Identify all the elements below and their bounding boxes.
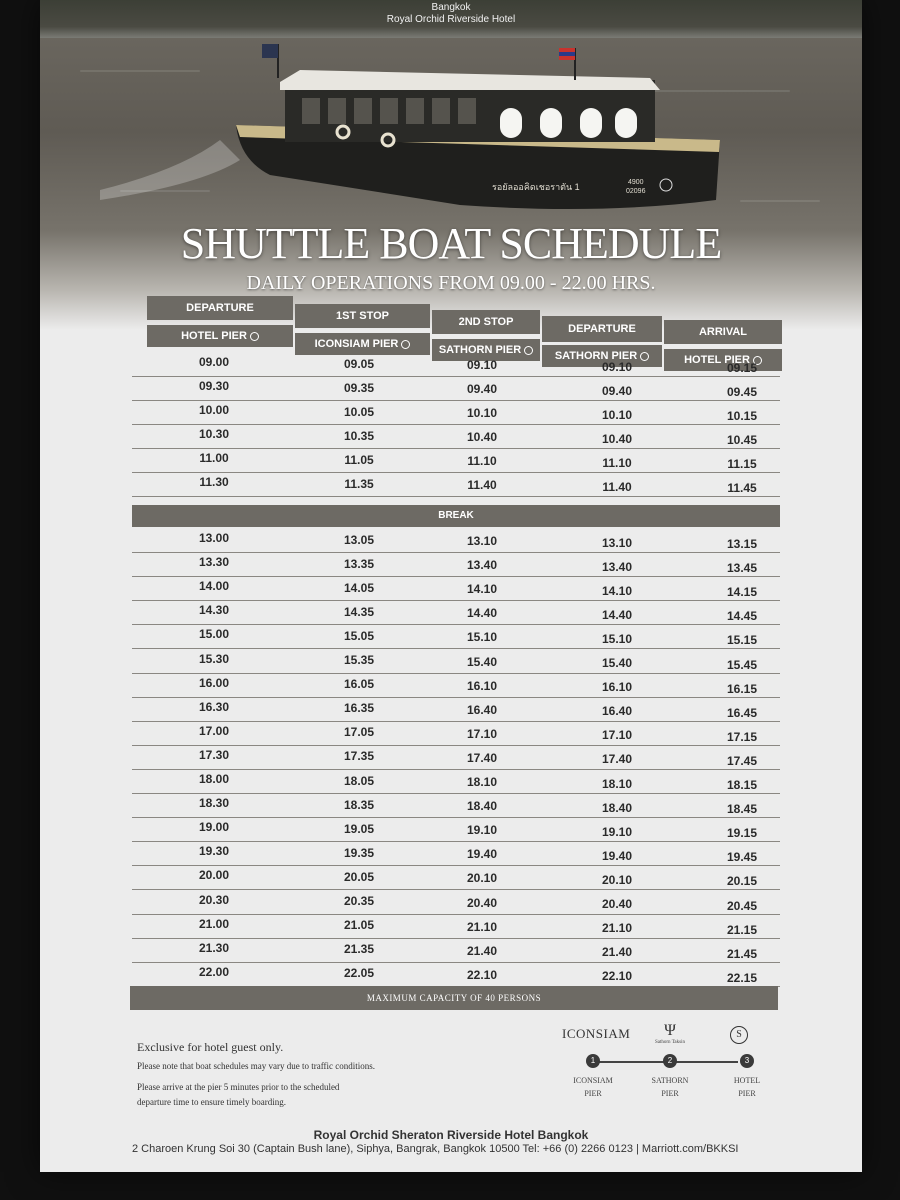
time-cell: 18.15 [726, 778, 758, 792]
iconsiam-logo: ICONSIAM [562, 1026, 631, 1041]
boat-number [626, 178, 645, 196]
time-cell: 11.00 [199, 451, 229, 465]
time-cell: 17.15 [726, 729, 758, 744]
time-cell: 22.15 [726, 970, 758, 985]
time-cell: 13.35 [343, 556, 375, 571]
time-cell: 09.15 [726, 361, 758, 375]
time-cell: 11.05 [344, 452, 374, 467]
time-cell: 09.40 [601, 383, 633, 398]
table-row [132, 448, 780, 473]
table-row [132, 962, 780, 987]
table-row [132, 793, 780, 818]
page-title: SHUTTLE BOAT SCHEDULE [180, 219, 722, 268]
time-cell: 10.10 [601, 407, 633, 422]
footer-address: 2 Charoen Krung Soi 30 (Captain Bush lane), Siphya, Bangrak, Bangkok 10500 Tel: +66 (0) 2266 0123 | Marriott.com/BKKSI [132, 1143, 739, 1155]
time-cell: 20.05 [343, 869, 375, 884]
time-cell: 10.00 [198, 403, 230, 417]
time-cell: 20.40 [601, 897, 633, 911]
time-cell: 09.40 [466, 382, 498, 396]
time-cell: 11.10 [467, 454, 497, 468]
time-cell: 20.10 [466, 871, 498, 886]
time-cell: 15.30 [198, 651, 230, 666]
header-label: 1ST STOP [336, 310, 389, 322]
header-first-stop [295, 304, 430, 328]
time-cell: 17.40 [466, 750, 498, 765]
time-cell: 21.40 [466, 943, 498, 958]
time-cell: 21.10 [466, 919, 498, 934]
time-cell: 21.15 [726, 922, 758, 937]
route-stop-label-line2: PIER [661, 1089, 679, 1098]
time-cell: 17.10 [466, 726, 498, 741]
time-cell: 20.30 [198, 892, 230, 907]
capacity-note: MAXIMUM CAPACITY OF 40 PERSONS [130, 986, 778, 1010]
time-cell: 20.10 [601, 872, 633, 887]
time-cell: 09.10 [466, 358, 498, 372]
time-cell: 14.40 [466, 606, 498, 621]
time-cell: 11.40 [467, 478, 497, 492]
time-cell: 19.10 [601, 824, 633, 839]
time-cell: 10.15 [726, 409, 758, 423]
table-row [132, 400, 780, 425]
boat-number-line2: 02096 [626, 188, 646, 195]
time-cell: 15.40 [601, 656, 633, 670]
time-cell: 21.35 [343, 942, 375, 957]
time-cell: 15.00 [198, 627, 230, 642]
time-cell: 09.05 [343, 356, 375, 371]
time-cell: 13.10 [466, 534, 498, 548]
time-cell: 16.45 [726, 705, 758, 720]
header-label: ARRIVAL [698, 326, 748, 338]
route-stop-label [712, 1074, 782, 1100]
time-cell: 15.05 [343, 628, 375, 643]
table-row [132, 552, 780, 577]
time-cell: 19.05 [343, 821, 375, 836]
table-row [132, 938, 780, 963]
route-stop-number: 3 [740, 1054, 754, 1068]
time-cell: 16.40 [466, 702, 498, 717]
table-row [132, 769, 780, 794]
time-cell: 09.35 [343, 380, 375, 395]
time-cell: 15.35 [343, 653, 375, 667]
time-cell: 14.10 [601, 583, 633, 598]
time-cell: 18.45 [726, 802, 758, 817]
time-cell: 14.10 [466, 582, 498, 597]
time-cell: 21.40 [601, 945, 633, 960]
time-cell: 11.45 [727, 481, 757, 495]
col-header-label: ICONSIAM PIER [314, 338, 399, 350]
table-row [132, 576, 780, 601]
time-cell: 15.45 [726, 657, 758, 672]
table-row [132, 600, 780, 625]
boat-hull-text: รอยัลออคิดเชอราตัน 1 [492, 182, 580, 192]
col-header-label: SATHORN PIER [554, 350, 638, 362]
time-cell: 13.40 [601, 559, 633, 574]
time-cell: 15.40 [466, 654, 498, 669]
time-cell: 10.40 [466, 430, 498, 444]
route-stop-number: 2 [663, 1054, 677, 1068]
col-header-hotel-pier [147, 325, 293, 347]
boat-photo [40, 0, 862, 330]
time-cell: 16.30 [198, 699, 230, 714]
time-cell: 21.10 [601, 921, 633, 936]
time-cell: 15.10 [466, 630, 498, 645]
pin-icon [401, 340, 410, 349]
time-cell: 13.30 [198, 555, 230, 570]
time-cell: 14.00 [198, 579, 230, 594]
route-stop-label-line1: ICONSIAM [573, 1076, 613, 1085]
table-row [132, 697, 780, 722]
time-cell: 18.40 [466, 799, 498, 814]
time-cell: 11.15 [727, 457, 757, 471]
time-cell: 11.30 [199, 475, 229, 489]
schedule-poster [40, 0, 862, 1172]
time-cell: 22.05 [343, 966, 375, 981]
table-row [132, 745, 780, 770]
time-cell: 22.00 [198, 964, 230, 979]
pin-icon [250, 332, 259, 341]
time-cell: 19.00 [198, 820, 230, 835]
time-cell: 19.15 [726, 826, 758, 841]
sheraton-logo-icon: S [730, 1026, 748, 1044]
col-header-label: SATHORN PIER [438, 344, 522, 356]
time-cell: 20.15 [726, 874, 758, 889]
time-cell: 14.35 [343, 604, 375, 619]
time-cell: 11.35 [344, 476, 374, 491]
time-cell: 13.45 [726, 561, 758, 576]
route-diagram [560, 1022, 780, 1112]
time-cell: 17.10 [601, 728, 633, 743]
time-cell: 09.00 [198, 355, 230, 369]
table-row [132, 817, 780, 842]
time-cell: 19.10 [466, 823, 498, 838]
time-cell: 16.05 [343, 677, 375, 692]
time-cell: 10.05 [343, 404, 375, 419]
time-cell: 14.30 [198, 603, 230, 618]
time-cell: 15.10 [601, 631, 633, 646]
time-cell: 18.05 [343, 773, 375, 788]
header-departure-right [542, 316, 662, 342]
table-row [132, 376, 780, 401]
header-departure-left [147, 296, 293, 320]
time-cell: 19.40 [601, 848, 633, 863]
time-cell: 13.10 [601, 535, 633, 550]
time-cell: 13.15 [726, 537, 758, 551]
time-cell: 10.40 [601, 431, 633, 446]
time-cell: 09.30 [198, 379, 230, 393]
time-cell: 16.00 [198, 675, 230, 690]
time-cell: 19.40 [466, 847, 498, 862]
table-row [132, 890, 780, 915]
time-cell: 11.40 [602, 479, 632, 494]
time-cell: 18.00 [198, 772, 230, 786]
route-stop-label-line2: PIER [738, 1089, 756, 1098]
time-cell: 20.00 [198, 868, 230, 883]
sathorn-logo-icon: Ψ [664, 1022, 676, 1039]
col-header-label: HOTEL PIER [684, 354, 750, 366]
break-band: BREAK [132, 505, 780, 527]
table-row [132, 649, 780, 674]
header-second-stop [432, 310, 540, 334]
time-cell: 10.10 [466, 406, 498, 420]
table-row [132, 673, 780, 698]
time-cell: 21.45 [726, 946, 758, 961]
time-cell: 18.10 [601, 776, 633, 791]
time-cell: 18.40 [601, 800, 633, 815]
time-cell: 21.00 [198, 916, 230, 931]
brand-hotel: Royal Orchid Riverside Hotel [386, 14, 516, 25]
time-cell: 09.45 [726, 385, 758, 399]
time-cell: 13.40 [466, 558, 498, 573]
table-row [132, 528, 780, 553]
time-cell: 14.40 [601, 607, 633, 622]
header-arrival [664, 320, 782, 344]
sathorn-logo-text: Sathorn Taksin [655, 1040, 685, 1045]
time-cell: 17.00 [198, 723, 230, 738]
table-row [132, 472, 780, 497]
time-cell: 19.35 [343, 845, 375, 860]
time-cell: 21.30 [198, 940, 230, 955]
header-label: 2ND STOP [458, 316, 514, 328]
sathorn-logo [652, 1022, 688, 1045]
page-subtitle: DAILY OPERATIONS FROM 09.00 - 22.00 HRS. [246, 272, 656, 294]
table-row [132, 841, 780, 866]
time-cell: 19.45 [726, 850, 758, 865]
table-row [132, 352, 780, 377]
time-cell: 14.05 [343, 580, 375, 595]
time-cell: 16.40 [601, 704, 633, 719]
route-stop-label-line1: SATHORN [651, 1076, 689, 1085]
traffic-note: Please note that boat schedules may vary due to traffic conditions. [137, 1061, 376, 1071]
time-cell: 17.40 [601, 752, 633, 767]
time-cell: 09.10 [601, 359, 633, 374]
route-stop-label-line2: PIER [584, 1089, 602, 1098]
table-row [132, 914, 780, 939]
arrive-note-line2: departure time to ensure timely boarding. [137, 1097, 286, 1107]
time-cell: 17.35 [343, 749, 375, 764]
time-cell: 22.10 [601, 969, 633, 984]
time-cell: 21.05 [343, 918, 375, 933]
time-cell: 15.15 [726, 633, 758, 648]
time-cell: 17.45 [726, 753, 758, 768]
table-row [132, 424, 780, 449]
footer-hotel-name: Royal Orchid Sheraton Riverside Hotel Bangkok [313, 1128, 589, 1142]
table-row [132, 721, 780, 746]
table-row [132, 865, 780, 890]
table-row [132, 624, 780, 649]
header-label: DEPARTURE [568, 323, 636, 335]
header-label: DEPARTURE [186, 302, 254, 314]
time-cell: 18.10 [466, 775, 498, 789]
time-cell: 16.35 [343, 701, 375, 716]
time-cell: 14.15 [726, 585, 758, 600]
boat-number-line1: 4900 [627, 179, 644, 186]
time-cell: 16.10 [466, 678, 498, 693]
time-cell: 13.00 [198, 531, 230, 545]
time-cell: 10.35 [343, 428, 375, 443]
route-stop-label [635, 1074, 705, 1100]
time-cell: 20.40 [466, 895, 498, 910]
time-cell: 10.30 [198, 427, 230, 441]
time-cell: 10.45 [726, 433, 758, 447]
route-stop-number: 1 [586, 1054, 600, 1068]
time-cell: 17.05 [343, 725, 375, 740]
time-cell: 16.15 [726, 681, 758, 696]
time-cell: 22.10 [466, 967, 498, 982]
time-cell: 16.10 [601, 680, 633, 695]
time-cell: 14.45 [726, 609, 758, 624]
time-cell: 17.30 [198, 747, 230, 762]
time-cell: 13.05 [343, 532, 375, 547]
exclusive-note: Exclusive for hotel guest only. [137, 1040, 284, 1054]
guest-notes [137, 1040, 437, 1110]
time-cell: 20.35 [343, 894, 375, 908]
time-cell: 18.35 [343, 797, 375, 812]
route-stop-label-line1: HOTEL [733, 1076, 761, 1085]
time-cell: 20.45 [726, 898, 758, 913]
arrive-note-line1: Please arrive at the pier 5 minutes prior to the scheduled [137, 1082, 340, 1092]
time-cell: 11.10 [602, 455, 632, 470]
route-stop-label [558, 1074, 628, 1100]
time-cell: 18.30 [198, 796, 230, 811]
col-header-label: HOTEL PIER [181, 330, 247, 342]
time-cell: 19.30 [198, 844, 230, 859]
brand-city: Bangkok [431, 2, 471, 13]
